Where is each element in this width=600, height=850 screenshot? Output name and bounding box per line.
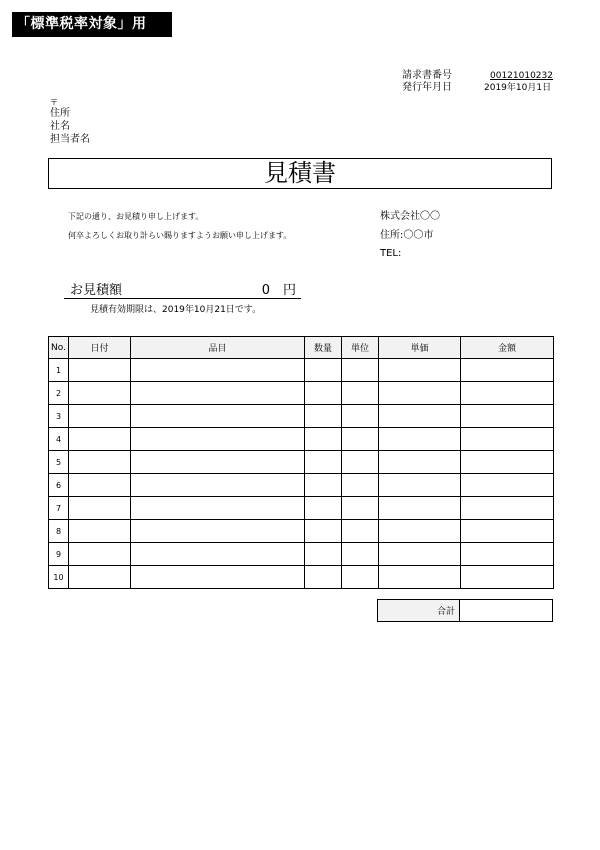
cell-item[interactable] <box>131 405 305 428</box>
table-row <box>49 566 554 589</box>
cell-quantity[interactable] <box>305 405 342 428</box>
header-amount: 金額 <box>461 337 554 359</box>
row-number: 8 <box>49 520 69 543</box>
table-header-row <box>49 337 554 359</box>
cell-quantity[interactable] <box>305 451 342 474</box>
cell-unit[interactable] <box>342 497 379 520</box>
cell-amount[interactable] <box>461 543 554 566</box>
table-row <box>49 451 554 474</box>
cell-unit-price[interactable] <box>379 474 461 497</box>
cell-unit[interactable] <box>342 382 379 405</box>
cell-quantity[interactable] <box>305 543 342 566</box>
cell-amount[interactable] <box>461 428 554 451</box>
cell-date[interactable] <box>69 520 131 543</box>
row-number: 10 <box>49 566 69 589</box>
cell-item[interactable] <box>131 520 305 543</box>
cell-unit-price[interactable] <box>379 543 461 566</box>
cell-date[interactable] <box>69 428 131 451</box>
row-number: 3 <box>49 405 69 428</box>
issuer-company: 株式会社〇〇 <box>380 211 440 222</box>
estimate-amount: 0 <box>261 283 270 298</box>
cell-item[interactable] <box>131 428 305 451</box>
cell-unit-price[interactable] <box>379 566 461 589</box>
total-table <box>377 599 553 622</box>
note-line-1: 下記の通り、お見積り申し上げます。 <box>68 212 204 221</box>
cell-date[interactable] <box>69 405 131 428</box>
validity-note: 見積有効期限は、2019年10月21日です。 <box>90 305 262 315</box>
cell-quantity[interactable] <box>305 382 342 405</box>
cell-date[interactable] <box>69 382 131 405</box>
cell-quantity[interactable] <box>305 428 342 451</box>
cell-item[interactable] <box>131 359 305 382</box>
cell-amount[interactable] <box>461 405 554 428</box>
cell-item[interactable] <box>131 382 305 405</box>
header-item: 品目 <box>131 337 305 359</box>
recipient-company-label: 社名 <box>50 121 70 132</box>
cell-quantity[interactable] <box>305 359 342 382</box>
cell-item[interactable] <box>131 451 305 474</box>
issue-date: 2019年10月1日 <box>484 83 552 93</box>
estimate-unit: 円 <box>283 283 297 298</box>
cell-amount[interactable] <box>461 520 554 543</box>
cell-unit[interactable] <box>342 428 379 451</box>
total-label: 合計 <box>378 600 460 622</box>
issue-date-label: 発行年月日 <box>402 82 452 93</box>
cell-date[interactable] <box>69 543 131 566</box>
row-number: 1 <box>49 359 69 382</box>
header-date: 日付 <box>69 337 131 359</box>
cell-amount[interactable] <box>461 474 554 497</box>
cell-quantity[interactable] <box>305 566 342 589</box>
cell-item[interactable] <box>131 474 305 497</box>
postal-mark: 〒 <box>50 98 58 107</box>
row-number: 7 <box>49 497 69 520</box>
items-table <box>48 336 554 589</box>
cell-unit-price[interactable] <box>379 382 461 405</box>
cell-date[interactable] <box>69 474 131 497</box>
cell-unit-price[interactable] <box>379 359 461 382</box>
header-unit-price: 単価 <box>379 337 461 359</box>
cell-unit[interactable] <box>342 474 379 497</box>
table-row <box>49 382 554 405</box>
cell-unit-price[interactable] <box>379 520 461 543</box>
invoice-number: 00121010232 <box>490 71 553 81</box>
table-row <box>49 497 554 520</box>
cell-item[interactable] <box>131 543 305 566</box>
invoice-number-label: 請求書番号 <box>402 70 452 81</box>
row-number: 5 <box>49 451 69 474</box>
cell-unit[interactable] <box>342 451 379 474</box>
cell-unit[interactable] <box>342 405 379 428</box>
cell-unit-price[interactable] <box>379 497 461 520</box>
table-row <box>49 474 554 497</box>
total-row <box>378 600 553 622</box>
cell-unit-price[interactable] <box>379 451 461 474</box>
cell-amount[interactable] <box>461 359 554 382</box>
cell-quantity[interactable] <box>305 474 342 497</box>
cell-date[interactable] <box>69 566 131 589</box>
cell-unit-price[interactable] <box>379 428 461 451</box>
cell-unit-price[interactable] <box>379 405 461 428</box>
issuer-tel: TEL: <box>380 248 402 259</box>
cell-date[interactable] <box>69 359 131 382</box>
issuer-address: 住所:〇〇市 <box>380 230 434 241</box>
recipient-contact-label: 担当者名 <box>50 134 90 145</box>
row-number: 6 <box>49 474 69 497</box>
row-number: 9 <box>49 543 69 566</box>
cell-date[interactable] <box>69 497 131 520</box>
row-number: 2 <box>49 382 69 405</box>
cell-date[interactable] <box>69 451 131 474</box>
cell-unit[interactable] <box>342 359 379 382</box>
cell-amount[interactable] <box>461 497 554 520</box>
document-title: 見積書 <box>48 158 552 189</box>
note-line-2: 何卒よろしくお取り計らい賜りますようお願い申し上げます。 <box>68 231 292 240</box>
cell-unit[interactable] <box>342 566 379 589</box>
table-row <box>49 405 554 428</box>
header-unit: 単位 <box>342 337 379 359</box>
header-quantity: 数量 <box>305 337 342 359</box>
estimate-underline <box>64 298 301 299</box>
cell-amount[interactable] <box>461 382 554 405</box>
cell-quantity[interactable] <box>305 497 342 520</box>
cell-item[interactable] <box>131 566 305 589</box>
cell-unit[interactable] <box>342 543 379 566</box>
total-amount-cell[interactable] <box>460 600 553 622</box>
row-number: 4 <box>49 428 69 451</box>
cell-amount[interactable] <box>461 451 554 474</box>
cell-quantity[interactable] <box>305 520 342 543</box>
table-row <box>49 359 554 382</box>
recipient-address-label: 住所 <box>50 108 70 119</box>
estimate-label: お見積額 <box>70 283 123 298</box>
tax-category-tag: 「標準税率対象」用 <box>12 12 172 37</box>
table-row <box>49 543 554 566</box>
cell-unit[interactable] <box>342 520 379 543</box>
header-no: No. <box>49 337 69 359</box>
cell-item[interactable] <box>131 497 305 520</box>
table-row <box>49 428 554 451</box>
cell-amount[interactable] <box>461 566 554 589</box>
table-row <box>49 520 554 543</box>
